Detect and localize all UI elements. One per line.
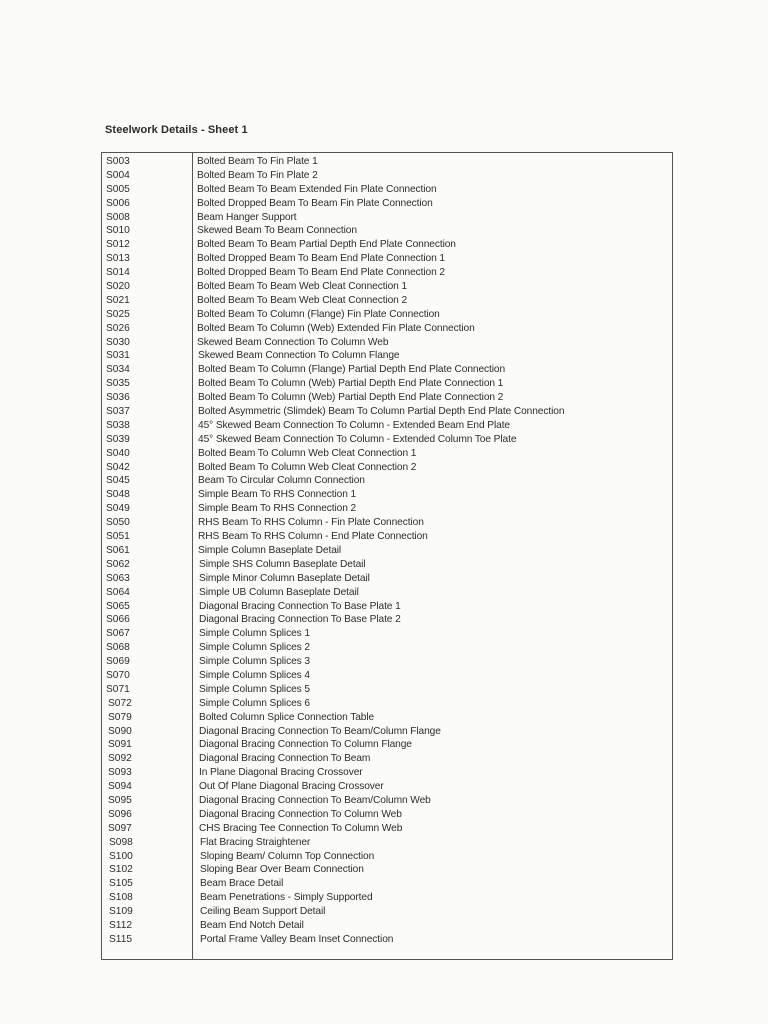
detail-description: Bolted Beam To Column Web Cleat Connection 1 bbox=[198, 447, 417, 459]
table-row bbox=[101, 322, 673, 336]
table-row bbox=[101, 266, 673, 280]
detail-code: S012 bbox=[106, 239, 130, 251]
detail-code: S102 bbox=[109, 864, 133, 876]
detail-code: S006 bbox=[106, 197, 130, 209]
table-row bbox=[101, 725, 673, 739]
table-row bbox=[101, 613, 673, 627]
detail-code: S042 bbox=[106, 461, 130, 473]
table-row bbox=[101, 822, 673, 836]
detail-code: S036 bbox=[106, 392, 130, 404]
detail-code: S003 bbox=[106, 156, 130, 167]
detail-description: Bolted Beam To Column Web Cleat Connection 2 bbox=[198, 461, 417, 473]
table-row bbox=[101, 558, 673, 572]
table-row bbox=[101, 197, 673, 211]
detail-description: Diagonal Bracing Connection To Base Plate 2 bbox=[199, 614, 401, 626]
detail-description: Ceiling Beam Support Detail bbox=[200, 906, 326, 918]
detail-description: Bolted Asymmetric (Slimdek) Beam To Column Partial Depth End Plate Connection bbox=[198, 406, 565, 418]
detail-code: S040 bbox=[106, 447, 130, 459]
table-row bbox=[101, 294, 673, 308]
detail-code: S072 bbox=[108, 697, 132, 709]
detail-code: S037 bbox=[106, 406, 130, 418]
detail-code: S020 bbox=[106, 281, 130, 293]
detail-code: S031 bbox=[106, 350, 130, 362]
detail-code: S048 bbox=[106, 489, 130, 501]
table-row bbox=[101, 836, 673, 850]
table-row bbox=[101, 600, 673, 614]
detail-code: S108 bbox=[109, 892, 133, 904]
detail-code: S097 bbox=[108, 822, 132, 834]
detail-code: S091 bbox=[108, 739, 132, 751]
table-row bbox=[101, 169, 673, 183]
detail-code: S039 bbox=[106, 433, 130, 445]
detail-description: Bolted Beam To Beam Web Cleat Connection 1 bbox=[197, 281, 408, 293]
detail-description: Bolted Beam To Column (Flange) Fin Plate Connection bbox=[197, 308, 440, 320]
detail-code: S062 bbox=[106, 558, 130, 570]
detail-description: Simple UB Column Baseplate Detail bbox=[199, 586, 359, 598]
table-row bbox=[101, 405, 673, 419]
table-row bbox=[101, 433, 673, 447]
detail-code: S026 bbox=[106, 322, 130, 334]
detail-description: Skewed Beam Connection To Column Web bbox=[197, 336, 389, 348]
detail-code: S093 bbox=[108, 767, 132, 779]
table-row bbox=[101, 627, 673, 641]
table-row bbox=[101, 572, 673, 586]
detail-code: S090 bbox=[108, 725, 132, 737]
detail-description: Bolted Beam To Column (Web) Partial Depth End Plate Connection 1 bbox=[198, 378, 504, 390]
table-row bbox=[101, 711, 673, 725]
detail-code: S030 bbox=[106, 336, 130, 348]
detail-description: Beam Penetrations - Simply Supported bbox=[200, 892, 373, 904]
detail-code: S109 bbox=[109, 906, 133, 918]
table-row bbox=[101, 238, 673, 252]
detail-description: Simple SHS Column Baseplate Detail bbox=[199, 558, 366, 570]
detail-code: S010 bbox=[106, 225, 130, 237]
table-row bbox=[101, 377, 673, 391]
table-row bbox=[101, 586, 673, 600]
detail-code: S098 bbox=[109, 836, 133, 848]
detail-description: Bolted Column Splice Connection Table bbox=[199, 711, 375, 723]
table-row bbox=[101, 544, 673, 558]
detail-description: Bolted Beam To Beam Partial Depth End Plate Connection bbox=[197, 239, 456, 251]
table-row bbox=[101, 447, 673, 461]
detail-description: Simple Column Splices 6 bbox=[199, 697, 310, 709]
detail-description: Skewed Beam Connection To Column Flange bbox=[198, 350, 400, 362]
table-row bbox=[101, 752, 673, 766]
table-row bbox=[101, 641, 673, 655]
table-row bbox=[101, 183, 673, 197]
table-row bbox=[101, 224, 673, 238]
table-row bbox=[101, 461, 673, 475]
detail-code: S100 bbox=[109, 850, 133, 862]
table-row bbox=[101, 919, 673, 933]
table-row bbox=[101, 655, 673, 669]
detail-code: S014 bbox=[106, 267, 130, 279]
detail-code: S004 bbox=[106, 169, 130, 181]
detail-code: S065 bbox=[106, 600, 130, 612]
detail-description: Simple Column Baseplate Detail bbox=[198, 544, 342, 556]
detail-description: Simple Column Splices 1 bbox=[199, 628, 310, 640]
detail-description: Simple Column Splices 4 bbox=[199, 669, 310, 681]
detail-code: S092 bbox=[108, 753, 132, 765]
table-row bbox=[101, 474, 673, 488]
table-row bbox=[101, 308, 673, 322]
detail-description: 45° Skewed Beam Connection To Column - Extended Column Toe Plate bbox=[198, 433, 517, 445]
detail-description: Beam Brace Detail bbox=[200, 878, 284, 890]
detail-description: Diagonal Bracing Connection To Column Web bbox=[199, 808, 402, 820]
detail-code: S035 bbox=[106, 378, 130, 390]
table-row bbox=[101, 336, 673, 350]
table-row bbox=[101, 877, 673, 891]
detail-code: S063 bbox=[106, 572, 130, 584]
detail-code: S038 bbox=[106, 419, 130, 431]
detail-code: S071 bbox=[106, 683, 130, 695]
table-row bbox=[101, 891, 673, 905]
detail-code: S021 bbox=[106, 294, 130, 306]
detail-code: S061 bbox=[106, 544, 130, 556]
detail-description: Simple Beam To RHS Connection 2 bbox=[198, 503, 357, 515]
detail-description: Diagonal Bracing Connection To Base Plate 1 bbox=[199, 600, 401, 612]
detail-description: Bolted Dropped Beam To Beam End Plate Connection 2 bbox=[197, 267, 445, 279]
detail-code: S013 bbox=[106, 253, 130, 265]
detail-description: Simple Column Splices 5 bbox=[199, 683, 310, 695]
detail-code: S079 bbox=[108, 711, 132, 723]
table-row bbox=[101, 280, 673, 294]
table-row bbox=[101, 850, 673, 864]
table-row bbox=[101, 905, 673, 919]
detail-description: Diagonal Bracing Connection To Column Flange bbox=[199, 739, 412, 751]
table-row bbox=[101, 363, 673, 377]
table-row bbox=[101, 530, 673, 544]
detail-description: Bolted Beam To Beam Extended Fin Plate Connection bbox=[197, 183, 437, 195]
detail-code: S096 bbox=[108, 808, 132, 820]
table-row bbox=[101, 488, 673, 502]
detail-code: S067 bbox=[106, 628, 130, 640]
detail-description: Portal Frame Valley Beam Inset Connection bbox=[200, 933, 394, 945]
detail-description: RHS Beam To RHS Column - Fin Plate Connection bbox=[198, 517, 424, 529]
detail-description: Simple Beam To RHS Connection 1 bbox=[198, 489, 357, 501]
detail-code: S115 bbox=[109, 933, 133, 945]
table-row bbox=[101, 697, 673, 711]
detail-description: Skewed Beam To Beam Connection bbox=[197, 225, 357, 237]
detail-description: 45° Skewed Beam Connection To Column - Extended Beam End Plate bbox=[198, 419, 510, 431]
table-row bbox=[101, 863, 673, 877]
detail-description: Bolted Dropped Beam To Beam End Plate Connection 1 bbox=[197, 253, 445, 265]
detail-code: S095 bbox=[108, 794, 132, 806]
detail-description: Flat Bracing Straightener bbox=[200, 836, 311, 848]
detail-description: RHS Beam To RHS Column - End Plate Connection bbox=[198, 531, 428, 543]
detail-description: Diagonal Bracing Connection To Beam bbox=[199, 753, 371, 765]
table-row bbox=[101, 155, 673, 169]
detail-code: S008 bbox=[106, 211, 130, 223]
detail-code: S112 bbox=[109, 919, 133, 931]
details-list bbox=[101, 155, 673, 947]
detail-description: Sloping Bear Over Beam Connection bbox=[200, 864, 364, 876]
detail-description: Diagonal Bracing Connection To Beam/Column Web bbox=[199, 794, 431, 806]
table-row bbox=[101, 419, 673, 433]
detail-description: In Plane Diagonal Bracing Crossover bbox=[199, 767, 363, 779]
table-row bbox=[101, 669, 673, 683]
detail-description: Bolted Beam To Beam Web Cleat Connection 2 bbox=[197, 294, 408, 306]
detail-description: Beam Hanger Support bbox=[197, 211, 297, 223]
table-row bbox=[101, 738, 673, 752]
detail-code: S005 bbox=[106, 183, 130, 195]
detail-code: S068 bbox=[106, 642, 130, 654]
detail-description: Beam To Circular Column Connection bbox=[198, 475, 365, 487]
detail-description: Bolted Beam To Fin Plate 2 bbox=[197, 169, 318, 181]
table-row bbox=[101, 780, 673, 794]
detail-code: S025 bbox=[106, 308, 130, 320]
detail-description: Bolted Dropped Beam To Beam Fin Plate Connection bbox=[197, 197, 433, 209]
table-row bbox=[101, 766, 673, 780]
detail-code: S034 bbox=[106, 364, 130, 376]
detail-description: Sloping Beam/ Column Top Connection bbox=[200, 850, 375, 862]
table-row bbox=[101, 252, 673, 266]
detail-description: Bolted Beam To Column (Web) Extended Fin Plate Connection bbox=[197, 322, 475, 334]
detail-description: Simple Minor Column Baseplate Detail bbox=[199, 572, 370, 584]
detail-code: S066 bbox=[106, 614, 130, 626]
detail-code: S051 bbox=[106, 531, 130, 543]
detail-description: Simple Column Splices 2 bbox=[199, 642, 310, 654]
detail-code: S070 bbox=[106, 669, 130, 681]
table-row bbox=[101, 933, 673, 947]
table-row bbox=[101, 391, 673, 405]
detail-code: S049 bbox=[106, 503, 130, 515]
detail-code: S094 bbox=[108, 781, 132, 793]
detail-description: Out Of Plane Diagonal Bracing Crossover bbox=[199, 781, 384, 793]
detail-description: Simple Column Splices 3 bbox=[199, 656, 310, 668]
detail-description: Bolted Beam To Fin Plate 1 bbox=[197, 156, 318, 167]
table-row bbox=[101, 516, 673, 530]
table-row bbox=[101, 794, 673, 808]
detail-description: Beam End Notch Detail bbox=[200, 919, 304, 931]
detail-code: S105 bbox=[109, 878, 133, 890]
table-row bbox=[101, 211, 673, 225]
table-row bbox=[101, 683, 673, 697]
detail-code: S069 bbox=[106, 656, 130, 668]
table-row bbox=[101, 502, 673, 516]
detail-code: S050 bbox=[106, 517, 130, 529]
table-row bbox=[101, 808, 673, 822]
table-row bbox=[101, 349, 673, 363]
detail-description: Bolted Beam To Column (Web) Partial Depth End Plate Connection 2 bbox=[198, 392, 504, 404]
detail-code: S045 bbox=[106, 475, 130, 487]
detail-description: Diagonal Bracing Connection To Beam/Column Flange bbox=[199, 725, 441, 737]
detail-description: CHS Bracing Tee Connection To Column Web bbox=[199, 822, 403, 834]
detail-code: S064 bbox=[106, 586, 130, 598]
page-title: Steelwork Details - Sheet 1 bbox=[105, 124, 248, 136]
detail-description: Bolted Beam To Column (Flange) Partial Depth End Plate Connection bbox=[198, 364, 506, 376]
